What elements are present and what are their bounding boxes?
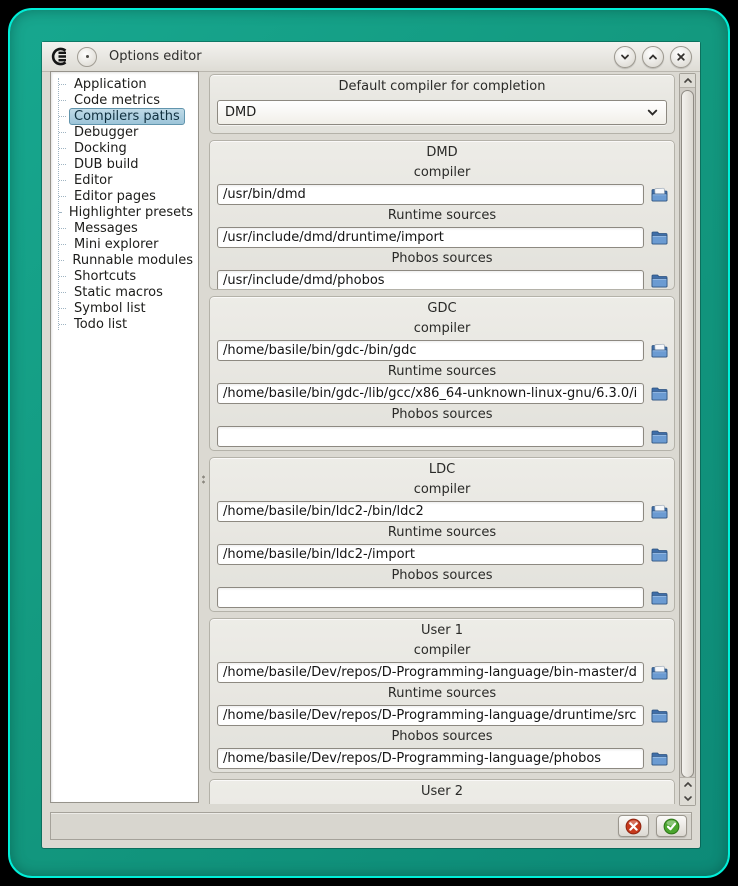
field-label: Phobos sources: [391, 568, 493, 583]
sidebar-item-label: Compilers paths: [69, 108, 185, 125]
sidebar-item-shortcuts[interactable]: [51, 268, 198, 284]
sidebar-item-label: Static macros: [74, 284, 163, 300]
sidebar-item-label: Messages: [74, 220, 138, 236]
field-label: Runtime sources: [387, 686, 497, 701]
sidebar-item-label: Code metrics: [74, 92, 161, 108]
sidebar-item-editor[interactable]: [51, 172, 198, 188]
browse-button[interactable]: [649, 185, 669, 204]
close-icon: [675, 51, 687, 63]
field-label: Phobos sources: [391, 251, 493, 266]
shade-button[interactable]: [614, 46, 636, 68]
sidebar-item-label: Highlighter presets: [68, 204, 193, 220]
section-title: DMD: [426, 145, 458, 160]
sidebar-item-label: Runnable modules: [72, 252, 193, 268]
field-label: compiler: [413, 643, 471, 658]
window-menu-button[interactable]: [77, 47, 97, 67]
path-input[interactable]: [217, 501, 644, 522]
sidebar-item-code-metrics[interactable]: [51, 92, 198, 108]
sidebar-item-docking[interactable]: [51, 140, 198, 156]
file-select-icon: [651, 504, 668, 519]
cancel-icon: [625, 818, 642, 835]
scroll-down-button[interactable]: [680, 791, 695, 805]
sidebar-item-label: Editor: [74, 172, 113, 188]
folder-select-icon: [651, 273, 668, 288]
tree-guide: [59, 132, 66, 133]
chevron-down-icon: [619, 51, 631, 63]
browse-button[interactable]: [649, 749, 669, 768]
browse-button[interactable]: [649, 588, 669, 607]
folder-select-icon: [651, 386, 668, 401]
section-title: User 2: [420, 784, 464, 799]
field-label: Runtime sources: [387, 525, 497, 540]
path-input[interactable]: [217, 270, 644, 291]
tree-guide: [59, 276, 66, 277]
path-field: [210, 163, 674, 206]
browse-button[interactable]: [649, 228, 669, 247]
category-tree: [51, 72, 198, 332]
accept-icon: [663, 818, 680, 835]
path-input[interactable]: [217, 340, 644, 361]
tree-guide: [59, 84, 66, 85]
section-title: User 1: [420, 623, 464, 638]
default-compiler-value: DMD: [225, 105, 257, 120]
sidebar-item-application[interactable]: [51, 76, 198, 92]
window-frame: [8, 8, 730, 878]
section-title: GDC: [427, 301, 457, 316]
vertical-scrollbar[interactable]: [679, 73, 696, 806]
browse-button[interactable]: [649, 427, 669, 446]
path-input[interactable]: [217, 662, 644, 683]
path-input[interactable]: [217, 227, 644, 248]
sidebar-item-label: Shortcuts: [74, 268, 137, 284]
accept-button[interactable]: [656, 815, 687, 837]
sidebar-item-label: Docking: [74, 140, 127, 156]
sidebar-item-todo-list[interactable]: [51, 316, 198, 332]
field-label: compiler: [413, 321, 471, 336]
tree-guide: [59, 116, 66, 117]
default-compiler-title: Default compiler for completion: [338, 79, 546, 94]
browse-button[interactable]: [649, 502, 669, 521]
default-compiler-group: [209, 74, 675, 134]
chevron-up-icon: [683, 76, 693, 85]
folder-select-icon: [651, 547, 668, 562]
field-label: Phobos sources: [391, 407, 493, 422]
browse-button[interactable]: [649, 706, 669, 725]
browse-button[interactable]: [649, 384, 669, 403]
dialog-button-bar: [50, 812, 692, 840]
sidebar-item-symbol-list[interactable]: [51, 300, 198, 316]
path-input[interactable]: [217, 383, 644, 404]
window-title: Options editor: [109, 49, 202, 64]
chevron-down-icon: [683, 794, 693, 803]
sidebar-item-label: Application: [74, 76, 147, 92]
path-input[interactable]: [217, 587, 644, 608]
sidebar-item-messages[interactable]: [51, 220, 198, 236]
field-label: compiler: [413, 482, 471, 497]
sidebar-item-dub-build[interactable]: [51, 156, 198, 172]
scroll-up-button-bottom[interactable]: [680, 777, 695, 791]
section-user-1: [209, 618, 675, 773]
section-gdc: [209, 296, 675, 451]
field-label: compiler: [413, 165, 471, 180]
path-field: [210, 249, 674, 290]
path-field: [210, 523, 674, 566]
path-field: [210, 319, 674, 362]
tree-guide: [59, 244, 66, 245]
chevron-up-icon: [683, 780, 693, 789]
field-label: Phobos sources: [391, 729, 493, 744]
titlebar[interactable]: [42, 42, 700, 72]
options-editor-window: [42, 42, 700, 848]
tree-guide: [59, 212, 61, 213]
category-tree-panel[interactable]: [50, 71, 199, 803]
path-field: [210, 480, 674, 523]
sidebar-item-debugger[interactable]: [51, 124, 198, 140]
path-field: [210, 684, 674, 727]
path-input[interactable]: [217, 544, 644, 565]
compilers-paths-panel: [209, 74, 675, 804]
tree-guide: [59, 180, 66, 181]
unshade-button[interactable]: [642, 46, 664, 68]
sidebar-item-runnable-modules[interactable]: [51, 252, 198, 268]
section-user-2: [209, 779, 675, 804]
section-title: LDC: [428, 462, 456, 477]
cancel-button[interactable]: [618, 815, 649, 837]
tree-guide: [59, 308, 66, 309]
tree-guide: [59, 260, 64, 261]
folder-select-icon: [651, 590, 668, 605]
browse-button[interactable]: [649, 341, 669, 360]
folder-select-icon: [651, 230, 668, 245]
default-compiler-select[interactable]: [217, 100, 667, 125]
path-field: [210, 405, 674, 448]
folder-select-icon: [651, 429, 668, 444]
file-select-icon: [651, 665, 668, 680]
path-input[interactable]: [217, 748, 644, 769]
browse-button[interactable]: [649, 663, 669, 682]
scrollbar-thumb[interactable]: [681, 90, 694, 778]
path-input[interactable]: [217, 184, 644, 205]
coedit-logo-icon: [49, 47, 71, 66]
sections-container: [209, 140, 675, 804]
field-label: Runtime sources: [387, 208, 497, 223]
tree-guide: [59, 164, 66, 165]
path-input[interactable]: [217, 705, 644, 726]
tree-guide: [59, 100, 66, 101]
sidebar-item-label: Editor pages: [74, 188, 156, 204]
tree-guide: [59, 292, 66, 293]
tree-guide: [59, 196, 66, 197]
section-ldc: [209, 457, 675, 612]
sidebar-item-label: Mini explorer: [74, 236, 159, 252]
close-button[interactable]: [670, 46, 692, 68]
chevron-up-icon: [647, 51, 659, 63]
folder-select-icon: [651, 708, 668, 723]
sidebar-item-editor-pages[interactable]: [51, 188, 198, 204]
sidebar-item-label: DUB build: [74, 156, 139, 172]
tree-guide: [59, 148, 66, 149]
sidebar-item-highlighter-presets[interactable]: [51, 204, 198, 220]
sidebar-item-label: Todo list: [74, 316, 128, 332]
section-dmd: [209, 140, 675, 290]
field-label: Runtime sources: [387, 364, 497, 379]
browse-button[interactable]: [649, 271, 669, 290]
sidebar-splitter[interactable]: [199, 71, 209, 803]
path-field: [210, 362, 674, 405]
path-field: [210, 206, 674, 249]
scroll-up-button[interactable]: [680, 74, 695, 88]
sidebar-item-mini-explorer[interactable]: [51, 236, 198, 252]
sidebar-item-static-macros[interactable]: [51, 284, 198, 300]
path-field: [210, 641, 674, 684]
chevron-down-icon: [646, 106, 659, 119]
browse-button[interactable]: [649, 545, 669, 564]
path-input[interactable]: [217, 426, 644, 447]
file-select-icon: [651, 343, 668, 358]
folder-select-icon: [651, 751, 668, 766]
path-field: [210, 727, 674, 770]
file-select-icon: [651, 187, 668, 202]
tree-guide: [59, 228, 66, 229]
tree-guide: [59, 324, 66, 325]
sidebar-item-label: Debugger: [74, 124, 139, 140]
path-field: [210, 566, 674, 609]
sidebar-item-compilers-paths[interactable]: [51, 108, 198, 124]
sidebar-item-label: Symbol list: [74, 300, 146, 316]
